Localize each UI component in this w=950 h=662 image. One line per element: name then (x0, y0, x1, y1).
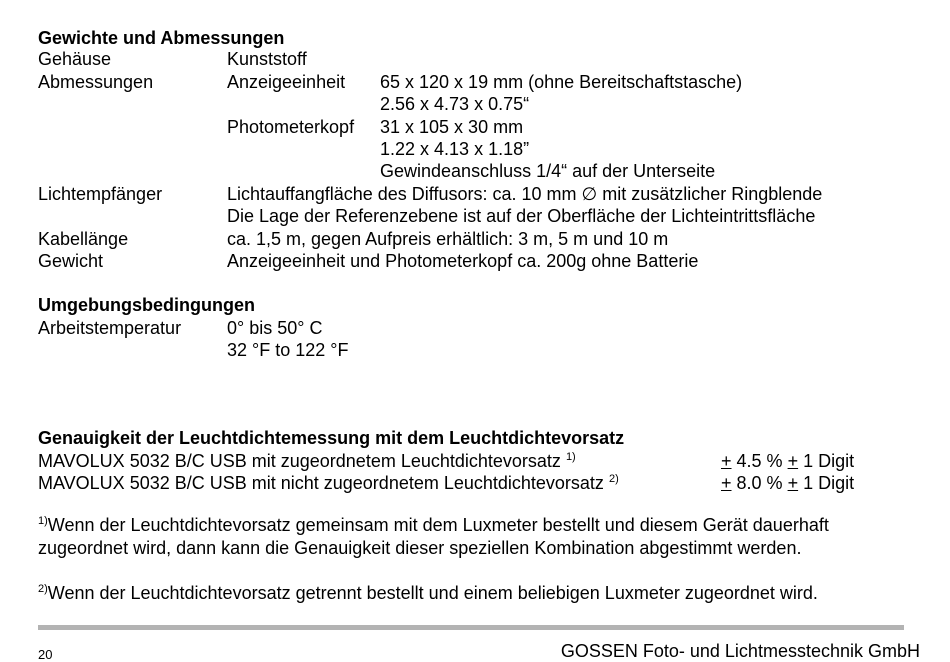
housing-value: Kunststoff (227, 49, 307, 69)
accuracy-row-value: + 8.0 % + 1 Digit (721, 473, 855, 493)
weight-label: Gewicht (38, 251, 104, 271)
temperature-celsius: 0° bis 50° C (227, 318, 323, 338)
footnote-ref: 1) (565, 451, 576, 463)
display-unit-label: Anzeigeeinheit (227, 72, 346, 92)
dimensions-row (38, 72, 918, 93)
footnote-2 (38, 582, 908, 605)
plus-minus-sign: + (721, 451, 732, 471)
weight-value: Anzeigeeinheit und Photometerkopf ca. 200g ohne Batterie (227, 251, 699, 271)
footnote-mark: 1) (38, 515, 48, 527)
weight-row (38, 251, 918, 272)
temperature-label: Arbeitstemperatur (38, 318, 182, 338)
cable-row (38, 229, 918, 250)
cable-value: ca. 1,5 m, gegen Aufpreis erhältlich: 3 m, 5 m und 10 m (227, 229, 669, 249)
footnote-text: Wenn der Leuchtdichtevorsatz gemeinsam mit dem Luxmeter bestellt und diesem Gerät dauerhaft zugeordnet wird, dann kann die Genauigkeit dieser speziellen Kombination abgestimmt werden. (38, 515, 829, 558)
footnote-text: Wenn der Leuchtdichtevorsatz getrennt bestellt und einem beliebigen Luxmeter zugeordnet wird. (47, 583, 818, 603)
display-unit-inch: 2.56 x 4.73 x 0.75“ (380, 94, 530, 114)
photometer-thread-row (38, 161, 918, 182)
page-number: 20 (38, 647, 53, 662)
footnote-ref: 2) (608, 473, 619, 485)
environment-heading: Umgebungsbedingungen (38, 295, 255, 315)
accuracy-heading: Genauigkeit der Leuchtdichtemessung mit dem Leuchtdichtevorsatz (38, 428, 625, 448)
photometer-metric: 31 x 105 x 30 mm (380, 117, 524, 137)
display-unit-metric: 65 x 120 x 19 mm (ohne Bereitschaftstasche) (380, 72, 743, 92)
receiver-row (38, 184, 918, 205)
plus-minus-sign: + (787, 473, 799, 493)
footnote-1 (38, 514, 908, 560)
accuracy-row (38, 451, 918, 472)
footer-company: GOSSEN Foto- und Lichtmesstechnik GmbH (560, 641, 920, 661)
temperature-row (38, 318, 918, 339)
photometer-row (38, 117, 918, 138)
accuracy-row-label: MAVOLUX 5032 B/C USB mit zugeordnetem Leuchtdichtevorsatz $^{1)}$ (38, 451, 576, 471)
receiver-label: Lichtempfänger (38, 184, 163, 204)
cable-label: Kabellänge (38, 229, 129, 249)
dimensions-label: Abmessungen (38, 72, 154, 92)
footnote-mark: 2) (38, 583, 48, 595)
plus-minus-sign: + (721, 473, 732, 493)
temperature-row-2 (38, 340, 918, 361)
housing-label: Gehäuse (38, 49, 112, 69)
photometer-inch-row (38, 139, 918, 160)
receiver-line1: Lichtauffangfläche des Diffusors: ca. 10 mm ∅ mit zusätzlicher Ringblende (227, 184, 823, 204)
plus-minus-sign: + (787, 451, 799, 471)
temperature-fahrenheit: 32 °F to 122 °F (227, 340, 349, 360)
photometer-inch: 1.22 x 4.13 x 1.18” (380, 139, 530, 159)
housing-row (38, 49, 918, 70)
display-unit-inch-row (38, 94, 918, 115)
footer-rule (38, 625, 904, 630)
receiver-line2: Die Lage der Referenzebene ist auf der Oberfläche der Lichteintrittsfläche (227, 206, 816, 226)
receiver-row-2 (38, 206, 918, 227)
photometer-label: Photometerkopf (227, 117, 355, 137)
accuracy-row-value: + 4.5 % + 1 Digit (721, 451, 855, 471)
accuracy-row-label: MAVOLUX 5032 B/C USB mit nicht zugeordnetem Leuchtdichtevorsatz $^{2)}$ (38, 473, 619, 493)
accuracy-row (38, 473, 918, 494)
photometer-thread: Gewindeanschluss 1/4“ auf der Unterseite (380, 161, 716, 181)
weights-heading: Gewichte und Abmessungen (38, 28, 285, 48)
